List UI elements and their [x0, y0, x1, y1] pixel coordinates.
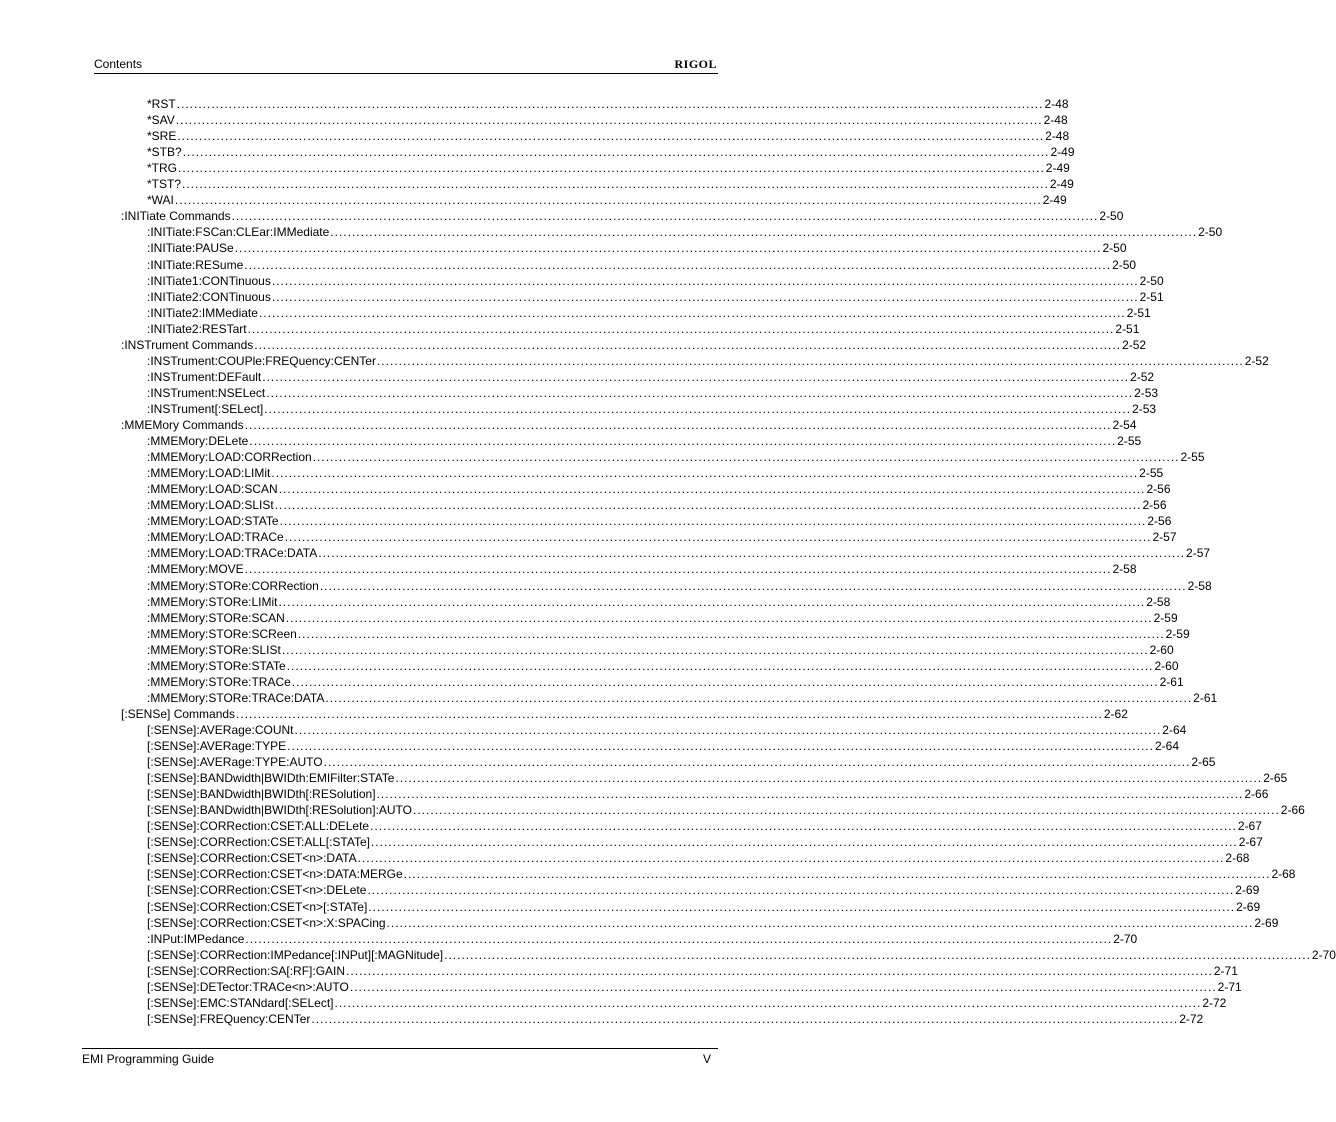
toc-entry[interactable]: [147, 898, 1261, 914]
toc-dot-leader: ........................................................................................................................................................................................................: [244, 562, 1112, 577]
toc-page-number: 2-49: [1050, 145, 1075, 160]
toc-entry-title: :MMEMory:DELete: [147, 434, 249, 449]
toc-entry[interactable]: [147, 930, 1138, 946]
toc-entry-title: *STB?: [147, 145, 182, 160]
toc-entry-title: :MMEMory:LOAD:STATe: [147, 514, 279, 529]
toc-entry-title: :INSTrument[:SELect]: [147, 401, 264, 416]
toc-entry[interactable]: [147, 737, 1179, 753]
toc-section-entry[interactable]: [121, 416, 1137, 432]
toc-dot-leader: ........................................................................................................................................................................................................: [395, 771, 1263, 786]
toc-dot-leader: ........................................................................................................................................................................................................: [182, 177, 1049, 192]
toc-entry[interactable]: [147, 994, 1227, 1010]
toc-entry-title: [:SENSe]:CORRection:CSET<n>:DATA: [147, 851, 357, 866]
toc-dot-leader: ........................................................................................................................................................................................................: [266, 385, 1134, 400]
toc-page-number: 2-64: [1162, 722, 1187, 737]
toc-page-number: 2-70: [1311, 947, 1336, 962]
toc-entry-title: :INITiate2:IMMediate: [147, 305, 258, 320]
toc-dot-leader: ........................................................................................................................................................................................................: [323, 755, 1191, 770]
toc-entry-title: :MMEMory:STORe:LIMit: [147, 594, 278, 609]
toc-dot-leader: ........................................................................................................................................................................................................: [279, 514, 1147, 529]
toc-page-number: 2-71: [1217, 979, 1242, 994]
toc-entry-title: [:SENSe]:BANDwidth|BWIDth[:RESolution]: [147, 787, 376, 802]
toc-page-number: 2-50: [1099, 209, 1124, 224]
toc-dot-leader: ........................................................................................................................................................................................................: [403, 867, 1271, 882]
toc-dot-leader: ........................................................................................................................................................................................................: [182, 145, 1050, 160]
toc-page-number: 2-58: [1146, 594, 1171, 609]
toc-page-number: 2-58: [1187, 578, 1212, 593]
toc-section-entry[interactable]: [121, 705, 1128, 721]
toc-entry[interactable]: [147, 304, 1151, 320]
toc-dot-leader: ........................................................................................................................................................................................................: [367, 883, 1235, 898]
toc-dot-leader: ........................................................................................................................................................................................................: [274, 498, 1142, 513]
toc-entry[interactable]: [147, 191, 1067, 208]
toc-dot-leader: ........................................................................................................................................................................................................: [281, 642, 1149, 657]
toc-page-number: 2-50: [1139, 273, 1164, 288]
toc-section-entry[interactable]: [121, 207, 1124, 224]
toc-page-number: 2-69: [1235, 883, 1260, 898]
toc-dot-leader: ........................................................................................................................................................................................................: [264, 401, 1132, 416]
toc-page-number: 2-52: [1130, 369, 1155, 384]
toc-dot-leader: ........................................................................................................................................................................................................: [334, 995, 1202, 1010]
toc-page-number: 2-69: [1254, 915, 1279, 930]
toc-page-number: 2-48: [1043, 113, 1068, 128]
toc-page-number: 2-59: [1165, 626, 1190, 641]
brand-logo-text: RIGOL: [674, 57, 717, 71]
toc-entry[interactable]: [147, 833, 1263, 850]
footer-document-title: EMI Programming Guide: [82, 1052, 215, 1066]
toc-dot-leader: ........................................................................................................................................................................................................: [177, 129, 1045, 144]
toc-dot-leader: ........................................................................................................................................................................................................: [319, 578, 1187, 593]
toc-dot-leader: ........................................................................................................................................................................................................: [325, 690, 1193, 705]
toc-entry-title: :INSTrument Commands: [121, 337, 254, 352]
toc-entry[interactable]: [147, 528, 1177, 545]
toc-entry[interactable]: [147, 111, 1068, 128]
toc-entry[interactable]: [147, 400, 1157, 416]
toc-page-number: 2-49: [1049, 177, 1074, 192]
toc-dot-leader: ........................................................................................................................................................................................................: [271, 273, 1139, 288]
toc-entry[interactable]: [147, 657, 1179, 673]
toc-entry[interactable]: [147, 914, 1279, 930]
toc-entry-title: [:SENSe] Commands: [121, 706, 236, 721]
toc-entry-title: :INSTrument:COUPle:FREQuency:CENTer: [147, 353, 376, 368]
toc-page-number: 2-62: [1103, 706, 1128, 721]
toc-entry-title: :MMEMory:STORe:SCReen: [147, 626, 297, 641]
toc-entry-title: [:SENSe]:CORRection:CSET<n>:X:SPACing: [147, 915, 386, 930]
toc-dot-leader: ........................................................................................................................................................................................................: [368, 899, 1236, 914]
toc-entry-title: :INITiate:FSCan:CLEar:IMMediate: [147, 225, 330, 240]
toc-dot-leader: ........................................................................................................................................................................................................: [236, 706, 1103, 721]
header-section-title: Contents: [94, 57, 143, 71]
toc-page-number: 2-61: [1159, 674, 1184, 689]
toc-page-number: 2-55: [1117, 434, 1142, 449]
toc-dot-leader: ........................................................................................................................................................................................................: [278, 594, 1146, 609]
toc-entry[interactable]: [147, 288, 1164, 304]
toc-entry-title: [:SENSe]:FREQuency:CENTer: [147, 1011, 311, 1026]
toc-entry[interactable]: [147, 625, 1190, 641]
toc-page-number: 2-51: [1126, 305, 1151, 320]
toc-page-number: 2-48: [1045, 129, 1070, 144]
toc-page-number: 2-51: [1139, 289, 1164, 304]
toc-entry-title: [:SENSe]:CORRection:CSET<n>:DATA:MERGe: [147, 867, 403, 882]
toc-entry[interactable]: [147, 1010, 1204, 1026]
footer-divider: [82, 1048, 718, 1049]
toc-entry-title: *RST: [147, 97, 176, 111]
toc-entry-title: :MMEMory:STORe:SCAN: [147, 610, 285, 625]
toc-entry-title: [:SENSe]:CORRection:IMPedance[:INPut][:MAGNitude]: [147, 947, 444, 962]
toc-dot-leader: ........................................................................................................................................................................................................: [271, 289, 1139, 304]
toc-entry[interactable]: [147, 95, 1069, 111]
toc-page-number: 2-56: [1146, 482, 1171, 497]
toc-page-number: 2-49: [1045, 161, 1070, 176]
toc-dot-leader: ........................................................................................................................................................................................................: [386, 915, 1254, 930]
toc-entry-title: [:SENSe]:CORRection:SA[:RF]:GAIN: [147, 963, 346, 978]
toc-page-number: 2-59: [1153, 610, 1178, 625]
toc-page-number: 2-64: [1154, 739, 1179, 753]
toc-entry-title: [:SENSe]:AVERage:COUNt: [147, 722, 294, 737]
toc-entry[interactable]: [147, 159, 1070, 176]
toc-page-number: 2-60: [1149, 642, 1174, 657]
toc-entry-title: *TRG: [147, 161, 177, 176]
toc-page-number: 2-61: [1193, 690, 1218, 705]
toc-page-number: 2-67: [1238, 835, 1263, 850]
toc-dot-leader: ........................................................................................................................................................................................................: [357, 851, 1225, 866]
toc-page-number: 2-72: [1179, 1011, 1204, 1026]
toc-dot-leader: ........................................................................................................................................................................................................: [286, 658, 1154, 673]
toc-dot-leader: ........................................................................................................................................................................................................: [231, 209, 1099, 224]
toc-entry[interactable]: [147, 143, 1075, 160]
toc-entry[interactable]: [147, 978, 1242, 994]
toc-page-number: 2-55: [1180, 450, 1205, 465]
toc-entry[interactable]: [147, 352, 1269, 368]
toc-entry-title: [:SENSe]:BANDwidth|BWIDth[:RESolution]:AUTO: [147, 803, 412, 818]
toc-entry[interactable]: [147, 272, 1164, 288]
toc-entry-title: *WAI: [147, 193, 174, 208]
toc-dot-leader: ........................................................................................................................................................................................................: [249, 434, 1117, 449]
toc-dot-leader: ........................................................................................................................................................................................................: [370, 835, 1238, 850]
toc-page-number: 2-53: [1134, 385, 1159, 400]
toc-entry[interactable]: [147, 753, 1216, 770]
toc-entry[interactable]: [147, 432, 1142, 449]
toc-entry[interactable]: [147, 609, 1178, 625]
toc-entry-title: :INSTrument:NSELect: [147, 385, 266, 400]
toc-entry-title: :MMEMory:LOAD:SCAN: [147, 482, 278, 497]
toc-page-number: 2-72: [1202, 995, 1227, 1010]
toc-entry[interactable]: [147, 817, 1262, 834]
toc-entry[interactable]: [147, 865, 1296, 882]
toc-entry-title: :MMEMory:LOAD:LIMit: [147, 466, 271, 481]
header-divider: [94, 73, 718, 74]
toc-dot-leader: ........................................................................................................................................................................................................: [412, 803, 1280, 818]
toc-page-number: 2-54: [1112, 418, 1137, 432]
toc-entry[interactable]: [147, 689, 1218, 705]
toc-entry[interactable]: [147, 480, 1171, 497]
toc-dot-leader: ........................................................................................................................................................................................................: [287, 739, 1154, 753]
toc-page-number: 2-57: [1186, 546, 1211, 561]
toc-entry-title: [:SENSe]:BANDwidth|BWIDth:EMIFilter:STATe: [147, 771, 395, 786]
toc-entry-title: :INITiate2:CONTinuous: [147, 289, 271, 304]
toc-entry-title: :INITiate:RESume: [147, 257, 244, 272]
toc-page-number: 2-57: [1152, 530, 1177, 545]
toc-entry-title: *SAV: [147, 113, 175, 128]
toc-page-number: 2-70: [1113, 931, 1138, 946]
toc-entry[interactable]: [147, 946, 1336, 962]
toc-dot-leader: ........................................................................................................................................................................................................: [297, 626, 1165, 641]
toc-page-number: 2-56: [1147, 514, 1172, 529]
toc-entry-title: :MMEMory:STORe:CORRection: [147, 578, 319, 593]
toc-page-number: 2-50: [1112, 257, 1137, 272]
toc-entry-title: :MMEMory:STORe:TRACe:DATA: [147, 690, 325, 705]
toc-entry[interactable]: [147, 223, 1223, 240]
toc-entry[interactable]: [147, 849, 1250, 866]
toc-entry-title: :MMEMory:STORe:SLISt: [147, 642, 281, 657]
toc-entry-title: [:SENSe]:CORRection:CSET:ALL[:STATe]: [147, 835, 370, 850]
toc-dot-leader: ........................................................................................................................................................................................................: [278, 482, 1146, 497]
toc-entry[interactable]: [147, 384, 1159, 400]
toc-page-number: 2-60: [1154, 658, 1179, 673]
toc-page-number: 2-50: [1102, 241, 1127, 256]
toc-entry[interactable]: [147, 673, 1184, 689]
toc-entry[interactable]: [147, 544, 1211, 561]
toc-entry-title: *SRE: [147, 129, 177, 144]
toc-page-number: 2-52: [1244, 353, 1269, 368]
toc-dot-leader: ........................................................................................................................................................................................................: [175, 113, 1043, 128]
toc-entry[interactable]: [147, 577, 1212, 593]
toc-page-number: 2-55: [1139, 466, 1164, 481]
toc-page-number: 2-65: [1191, 755, 1216, 770]
toc-entry[interactable]: [147, 256, 1137, 272]
toc-dot-leader: ........................................................................................................................................................................................................: [234, 241, 1102, 256]
toc-dot-leader: ........................................................................................................................................................................................................: [262, 369, 1130, 384]
toc-dot-leader: ........................................................................................................................................................................................................: [178, 161, 1045, 176]
toc-entry-title: :MMEMory:LOAD:TRACe: [147, 530, 284, 545]
toc-dot-leader: ........................................................................................................................................................................................................: [245, 931, 1113, 946]
toc-dot-leader: ........................................................................................................................................................................................................: [376, 353, 1244, 368]
toc-entry[interactable]: [147, 881, 1260, 898]
toc-entry-title: *TST?: [147, 177, 182, 192]
toc-entry-title: [:SENSe]:AVERage:TYPE: [147, 739, 287, 753]
toc-page-number: 2-66: [1280, 803, 1305, 818]
toc-entry[interactable]: [147, 560, 1137, 577]
toc-entry[interactable]: [147, 175, 1074, 192]
toc-entry[interactable]: [147, 320, 1140, 336]
toc-entry-title: [:SENSe]:CORRection:CSET<n>:DELete: [147, 883, 367, 898]
toc-dot-leader: ........................................................................................................................................................................................................: [311, 1011, 1179, 1026]
toc-entry[interactable]: [147, 512, 1172, 529]
toc-entry-title: [:SENSe]:CORRection:CSET<n>[:STATe]: [147, 899, 368, 914]
toc-page-number: 2-49: [1042, 193, 1067, 208]
toc-dot-leader: ........................................................................................................................................................................................................: [285, 610, 1153, 625]
toc-dot-leader: ........................................................................................................................................................................................................: [291, 674, 1159, 689]
toc-page-number: 2-58: [1112, 562, 1137, 577]
toc-page-number: 2-71: [1213, 963, 1238, 978]
toc-entry[interactable]: [147, 239, 1127, 256]
toc-entry[interactable]: [147, 962, 1238, 978]
toc-entry-title: :INITiate1:CONTinuous: [147, 273, 271, 288]
toc-entry[interactable]: [147, 496, 1167, 513]
toc-dot-leader: ........................................................................................................................................................................................................: [312, 450, 1180, 465]
toc-entry-title: :INPut:IMPedance: [147, 931, 245, 946]
toc-page-number: 2-48: [1044, 97, 1069, 111]
toc-entry-title: :MMEMory:LOAD:TRACe:DATA: [147, 546, 318, 561]
toc-entry-title: :INITiate Commands: [121, 209, 231, 224]
toc-page-number: 2-65: [1263, 771, 1288, 786]
toc-entry-title: :MMEMory Commands: [121, 418, 244, 432]
toc-page-number: 2-69: [1236, 899, 1261, 914]
toc-page-number: 2-67: [1237, 819, 1262, 834]
toc-entry-title: [:SENSe]:EMC:STANdard[:SELect]: [147, 995, 334, 1010]
toc-dot-leader: ........................................................................................................................................................................................................: [244, 418, 1112, 432]
toc-page-number: 2-66: [1244, 787, 1269, 802]
toc-dot-leader: ........................................................................................................................................................................................................: [444, 947, 1311, 962]
toc-page-number: 2-68: [1225, 851, 1250, 866]
toc-page-number: 2-51: [1115, 321, 1140, 336]
toc-dot-leader: ........................................................................................................................................................................................................: [349, 979, 1217, 994]
toc-dot-leader: ........................................................................................................................................................................................................: [244, 257, 1112, 272]
toc-entry[interactable]: [147, 448, 1205, 465]
toc-entry[interactable]: [147, 801, 1305, 818]
toc-page-number: 2-50: [1198, 225, 1223, 240]
toc-dot-leader: ........................................................................................................................................................................................................: [254, 337, 1122, 352]
toc-entry[interactable]: [147, 721, 1187, 737]
toc-dot-leader: ........................................................................................................................................................................................................: [294, 722, 1162, 737]
toc-dot-leader: ........................................................................................................................................................................................................: [284, 530, 1152, 545]
toc-entry-title: :MMEMory:STORe:STATe: [147, 658, 286, 673]
toc-entry-title: :MMEMory:LOAD:SLISt: [147, 498, 274, 513]
toc-entry-title: :MMEMory:LOAD:CORRection: [147, 450, 312, 465]
toc-dot-leader: ........................................................................................................................................................................................................: [247, 321, 1115, 336]
toc-dot-leader: ........................................................................................................................................................................................................: [176, 97, 1044, 111]
toc-entry[interactable]: [147, 127, 1070, 144]
toc-page-number: 2-56: [1142, 498, 1167, 513]
toc-page-number: 2-52: [1122, 337, 1147, 352]
toc-entry-title: [:SENSe]:DETector:TRACe<n>:AUTO: [147, 979, 349, 994]
toc-entry-title: :MMEMory:STORe:TRACe: [147, 674, 291, 689]
toc-entry-title: :INSTrument:DEFault: [147, 369, 262, 384]
toc-dot-leader: ........................................................................................................................................................................................................: [174, 193, 1042, 208]
toc-entry-title: [:SENSe]:AVERage:TYPE:AUTO: [147, 755, 323, 770]
toc-entry-title: :MMEMory:MOVE: [147, 562, 244, 577]
toc-dot-leader: ........................................................................................................................................................................................................: [370, 819, 1237, 834]
toc-dot-leader: ........................................................................................................................................................................................................: [318, 546, 1186, 561]
toc-dot-leader: ........................................................................................................................................................................................................: [271, 466, 1139, 481]
toc-page-number: 2-53: [1132, 401, 1157, 416]
toc-entry[interactable]: [147, 785, 1269, 802]
toc-dot-leader: ........................................................................................................................................................................................................: [346, 963, 1213, 978]
toc-entry[interactable]: [147, 368, 1155, 384]
toc-entry-title: [:SENSe]:CORRection:CSET:ALL:DELete: [147, 819, 370, 834]
toc-entry[interactable]: [147, 769, 1288, 786]
toc-dot-leader: ........................................................................................................................................................................................................: [376, 787, 1244, 802]
toc-entry[interactable]: [147, 593, 1171, 609]
toc-dot-leader: ........................................................................................................................................................................................................: [258, 305, 1126, 320]
toc-entry[interactable]: [147, 641, 1174, 657]
toc-entry-title: :INITiate:PAUSe: [147, 241, 234, 256]
toc-dot-leader: ........................................................................................................................................................................................................: [330, 225, 1198, 240]
toc-entry-title: :INITiate2:RESTart: [147, 321, 247, 336]
page-number: V: [702, 1052, 711, 1066]
toc-page-number: 2-68: [1271, 867, 1296, 882]
toc-section-entry[interactable]: [121, 336, 1147, 352]
toc-entry[interactable]: [147, 464, 1164, 481]
